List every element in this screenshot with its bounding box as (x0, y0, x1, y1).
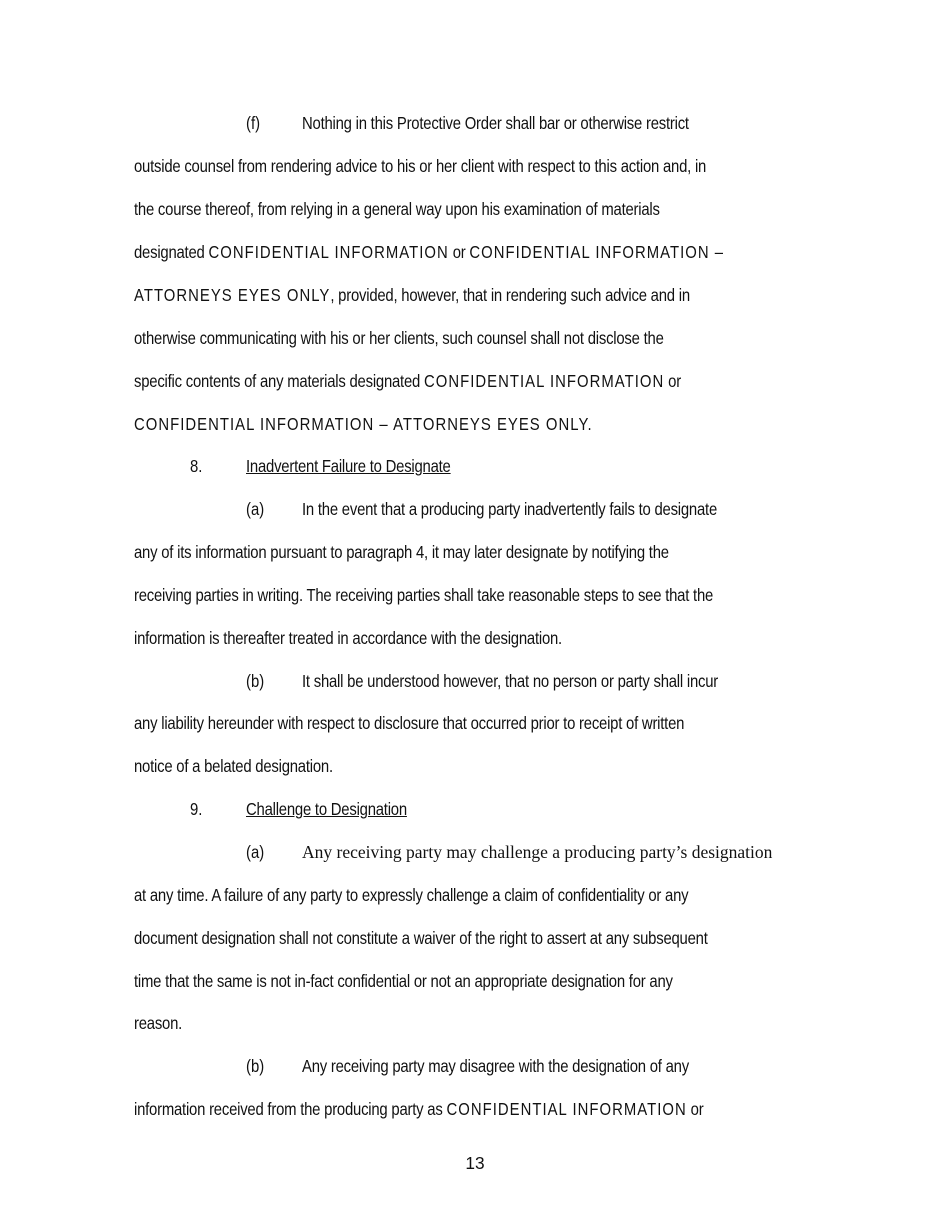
paragraph-8a-line-4: information is thereafter treated in accordance with the designation. (134, 628, 562, 648)
paragraph-f-line-4 (134, 242, 724, 262)
paragraph-f-line-2: outside counsel from rendering advice to his or her client with respect to this action and, in (134, 156, 707, 176)
section-number-9: 9. (190, 799, 203, 819)
paragraph-8b-line-1: It shall be understood however, that no person or party shall incur (302, 671, 719, 691)
paragraph-8a-line-2: any of its information pursuant to paragraph 4, it may later designate by notifying the (134, 542, 669, 562)
paragraph-f-line-5 (134, 285, 690, 305)
text-run: specific contents of any materials designated (134, 371, 424, 391)
paragraph-9b-line-2 (134, 1099, 703, 1119)
paragraph-9a-line-3: document designation shall not constitute a waiver of the right to assert at any subsequent (134, 928, 708, 948)
section-heading-8: Inadvertent Failure to Designate (246, 456, 451, 476)
text-run: or (448, 242, 470, 262)
paragraph-8b-line-2: any liability hereunder with respect to disclosure that occurred prior to receipt of written (134, 713, 685, 733)
text-run: designated (134, 242, 209, 262)
text-run: , provided, however, that in rendering such advice and in (330, 285, 690, 305)
text-run: information received from the producing party as (134, 1099, 447, 1119)
paragraph-9a-line-4: time that the same is not in-fact confidential or not an appropriate designation for any (134, 971, 673, 991)
subparagraph-marker-f: (f) (246, 113, 261, 133)
subparagraph-marker-8a: (a) (246, 499, 265, 519)
paragraph-8b-line-3: notice of a belated designation. (134, 756, 333, 776)
paragraph-f-line-1: Nothing in this Protective Order shall bar or otherwise restrict (302, 113, 689, 133)
designation-term: ATTORNEYS EYES ONLY (134, 285, 331, 305)
paragraph-9b-line-1: Any receiving party may disagree with the designation of any (302, 1056, 689, 1076)
subparagraph-marker-9a: (a) (246, 842, 265, 862)
paragraph-8a-line-1: In the event that a producing party inadvertently fails to designate (302, 499, 718, 519)
paragraph-f-line-8: CONFIDENTIAL INFORMATION – ATTORNEYS EYES ONLY. (134, 414, 593, 434)
paragraph-f-line-7 (134, 371, 681, 391)
page-number: 13 (465, 1153, 485, 1173)
designation-term: CONFIDENTIAL INFORMATION (208, 242, 449, 262)
designation-term: CONFIDENTIAL INFORMATION (446, 1099, 687, 1119)
designation-term: CONFIDENTIAL INFORMATION (423, 371, 665, 391)
paragraph-9a-line-2: at any time. A failure of any party to expressly challenge a claim of confidentiality or any (134, 885, 689, 905)
designation-term: CONFIDENTIAL INFORMATION – (469, 242, 725, 262)
subparagraph-marker-9b: (b) (246, 1056, 265, 1076)
section-number-8: 8. (190, 456, 203, 476)
subparagraph-marker-8b: (b) (246, 671, 265, 691)
section-heading-9: Challenge to Designation (246, 799, 407, 819)
paragraph-9a-line-1: Any receiving party may challenge a producing party’s designation (302, 842, 773, 862)
paragraph-9a-line-5: reason. (134, 1013, 183, 1033)
paragraph-f-line-6: otherwise communicating with his or her clients, such counsel shall not disclose the (134, 328, 664, 348)
text-run: or (686, 1099, 704, 1119)
paragraph-8a-line-3: receiving parties in writing. The receiving parties shall take reasonable steps to see that the (134, 585, 714, 605)
paragraph-f-line-3: the course thereof, from relying in a general way upon his examination of materials (134, 199, 660, 219)
text-run: or (664, 371, 681, 391)
